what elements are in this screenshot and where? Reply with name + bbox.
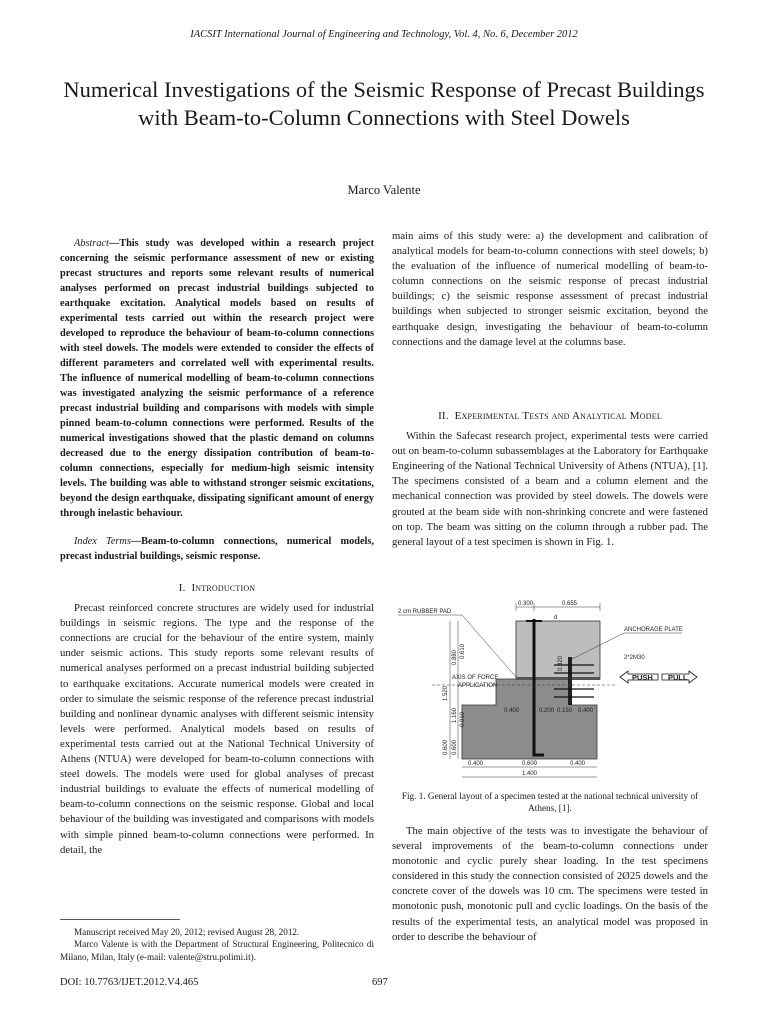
section-numeral: I. [178, 582, 186, 594]
dim-left-3: 1.520 [443, 685, 449, 701]
dim-bot-c: 0.400 [570, 761, 586, 767]
anchorage-plate [568, 657, 572, 705]
tests-paragraph: The main objective of the tests was to investigate the behaviour of several improvements of the beam-to-column connections under monotonic and cyclic purely shear loading. In the test specimens considered in this study the connection consisted of 2Ø25 dowels and the concrete cover of the dowels was 10 cm. The specimens were tested in monotonic push, monotonic pull and cyclic loadings. On the basis of the results of the experimental tests, an analytical model was proposed in order to describe the behaviour of [392, 825, 708, 943]
label-d: d [554, 615, 558, 621]
section-title: Introduction [191, 582, 256, 594]
introduction-paragraph: Precast reinforced concrete structures are widely used for industrial buildings in seismic regions. The type and the response of the connections are crucial for the behaviour of the entire system, mainly under seismic actions. This study reports some relevant results of numerical analyses performed on a precast industrial building subjected to earthquake excitations. Accurate numerical models were created in order to simulate the seismic response of the reference precast industrial building and nonlinear dynamic analyses with different seismic intensity levels were performed. Analytical models based on results of experimental tests carried out at the National Technical University of Athens (NTUA) were developed for beam-to-column connections with steel dowels. The models were used for global analyses of precast industrial buildings to evaluate the effects of numerical modelling of beam-to-column connections on the seismic response. Global and local behaviour of the building was investigated and comparisons with models with simple pinned beam-to-column connections were performed. In detail, the [60, 602, 374, 856]
label-axis-of-force: AXIS OF FORCE [452, 675, 499, 681]
right-column-middle [392, 409, 708, 550]
abstract [60, 236, 374, 521]
pull-label: PULL [668, 673, 688, 682]
label-application: APPLICATION [458, 683, 498, 689]
index-terms-label: Index Terms [74, 536, 131, 547]
label-bolts: 2*2M30 [624, 655, 645, 661]
right-column-bottom [392, 824, 708, 945]
left-column [60, 236, 374, 858]
label-rubber-pad: 2 cm RUBBER PAD [398, 609, 452, 615]
dim-left-6: 0.600 [443, 739, 449, 755]
column-element [462, 679, 597, 759]
label-anchorage-plate: ANCHORAGE PLATE [624, 627, 683, 633]
footnote-affiliation: Marco Valente is with the Department of Structural Engineering, Politecnico di Milano, Milan, Italy (e-mail: valente@stru.polimi.it). [60, 939, 374, 962]
dim-bot-total: 1.400 [522, 771, 538, 777]
figure-specimen-layout [392, 597, 708, 785]
dim-left-1: 0.880 [452, 649, 458, 665]
dim-inner-b: 0.150 [557, 708, 573, 714]
dim-inner-c: 0.400 [504, 708, 520, 714]
footnotes [60, 926, 374, 963]
footnote-divider [60, 919, 180, 920]
continuation-paragraph: main aims of this study were: a) the development and calibration of analytical models for beam-to-column connections with steel dowels; b) the evaluation of the influence of numerical modelling of beam-to-column connections on the seismic response of precast industrial buildings; c) the seismic response assessment of precast industrial buildings when subjected to stronger seismic excitation, beyond the earthquake design, investigating the behaviour of beam-to-column connections and the damage level at the columns base. [392, 230, 708, 348]
paper-title: Numerical Investigations of the Seismic Response of Precast Buildings with Beam-to-Column Connections with Steel Dowels [63, 77, 705, 130]
doi: DOI: 10.7763/IJET.2012.V4.465 [60, 977, 199, 988]
dim-left-4: 1.160 [452, 707, 458, 723]
dim-left-5: 0.910 [460, 711, 466, 727]
rubber-pad [516, 677, 600, 680]
dim-inner-e: 0.320 [558, 655, 564, 671]
right-column-top [392, 229, 708, 350]
section-title: Experimental Tests and Analytical Model [454, 410, 662, 422]
dim-left-7: 0.600 [452, 739, 458, 755]
dim-left-2: 0.610 [460, 643, 466, 659]
leader-rubber-pad [462, 615, 516, 677]
journal-header: IACSIT International Journal of Engineering and Technology, Vol. 4, No. 6, December 2012 [190, 29, 578, 40]
author-name: Marco Valente [347, 183, 421, 197]
dim-top-a: 0.300 [518, 601, 534, 607]
dim-top-b: 0.655 [562, 601, 578, 607]
specimen-drawing [392, 597, 708, 785]
section-heading-experimental [392, 409, 708, 424]
dim-bot-a: 0.400 [468, 761, 484, 767]
push-label: PUSH [632, 673, 653, 682]
index-terms [60, 534, 374, 564]
page-number: 697 [372, 977, 388, 988]
abstract-label: Abstract [74, 238, 109, 249]
figure-caption: Fig. 1. General layout of a specimen tested at the national technical university of Athens, [1]. [401, 791, 699, 814]
footnote-received: Manuscript received May 20, 2012; revised August 28, 2012. [74, 927, 300, 937]
section-numeral: II. [438, 410, 449, 422]
dim-inner-a: 0.200 [539, 708, 555, 714]
dim-bot-b: 0.600 [522, 761, 538, 767]
dim-inner-d: 0.400 [578, 708, 594, 714]
abstract-text: —This study was developed within a research project concerning the seismic performance assessment of new or existing precast structures and reports some relevant results of numerical analyses performed on precast industrial buildings subjected to earthquake excitation. Analytical models based on results of experimental tests carried out within the research project were developed to reproduce the behaviour of beam-to-column connections with steel dowels. The models were extended to consider the effects of different parameters and correlated well with experimental results. The influence of numerical modelling of beam-to-column connections was investigated analyzing the seismic performance of a reference precast industrial building and comparisons with models with simple pinned beam-to-column connections were performed. Results of the numerical investigations showed that the plastic demand on columns decreased due to the energy dissipation contribution of beam-to-column connections, especially for medium-high seismic intensity levels. The building was able to withstand stronger seismic excitations, beyond the design earthquake, dissipating significant amount of energy through inelastic behaviour. [60, 238, 374, 519]
section-heading-introduction [60, 581, 374, 596]
index-terms-text: —Beam-to-column connections, numerical models, precast industrial buildings, seismic response. [60, 536, 374, 562]
experimental-paragraph: Within the Safecast research project, experimental tests were carried out on beam-to-column subassemblages at the Laboratory for Earthquake Engineering of the National Technical University of Athens (NTUA), [1]. The specimens consisted of a beam and a column element and the mechanical connection was provided by steel dowels. The dowels were grouted at the beam side with non-shrinking concrete and were fastened on top. The beam was sitting on the column through a rubber pad. The general layout of a test specimen is shown in Fig. 1. [392, 430, 708, 548]
